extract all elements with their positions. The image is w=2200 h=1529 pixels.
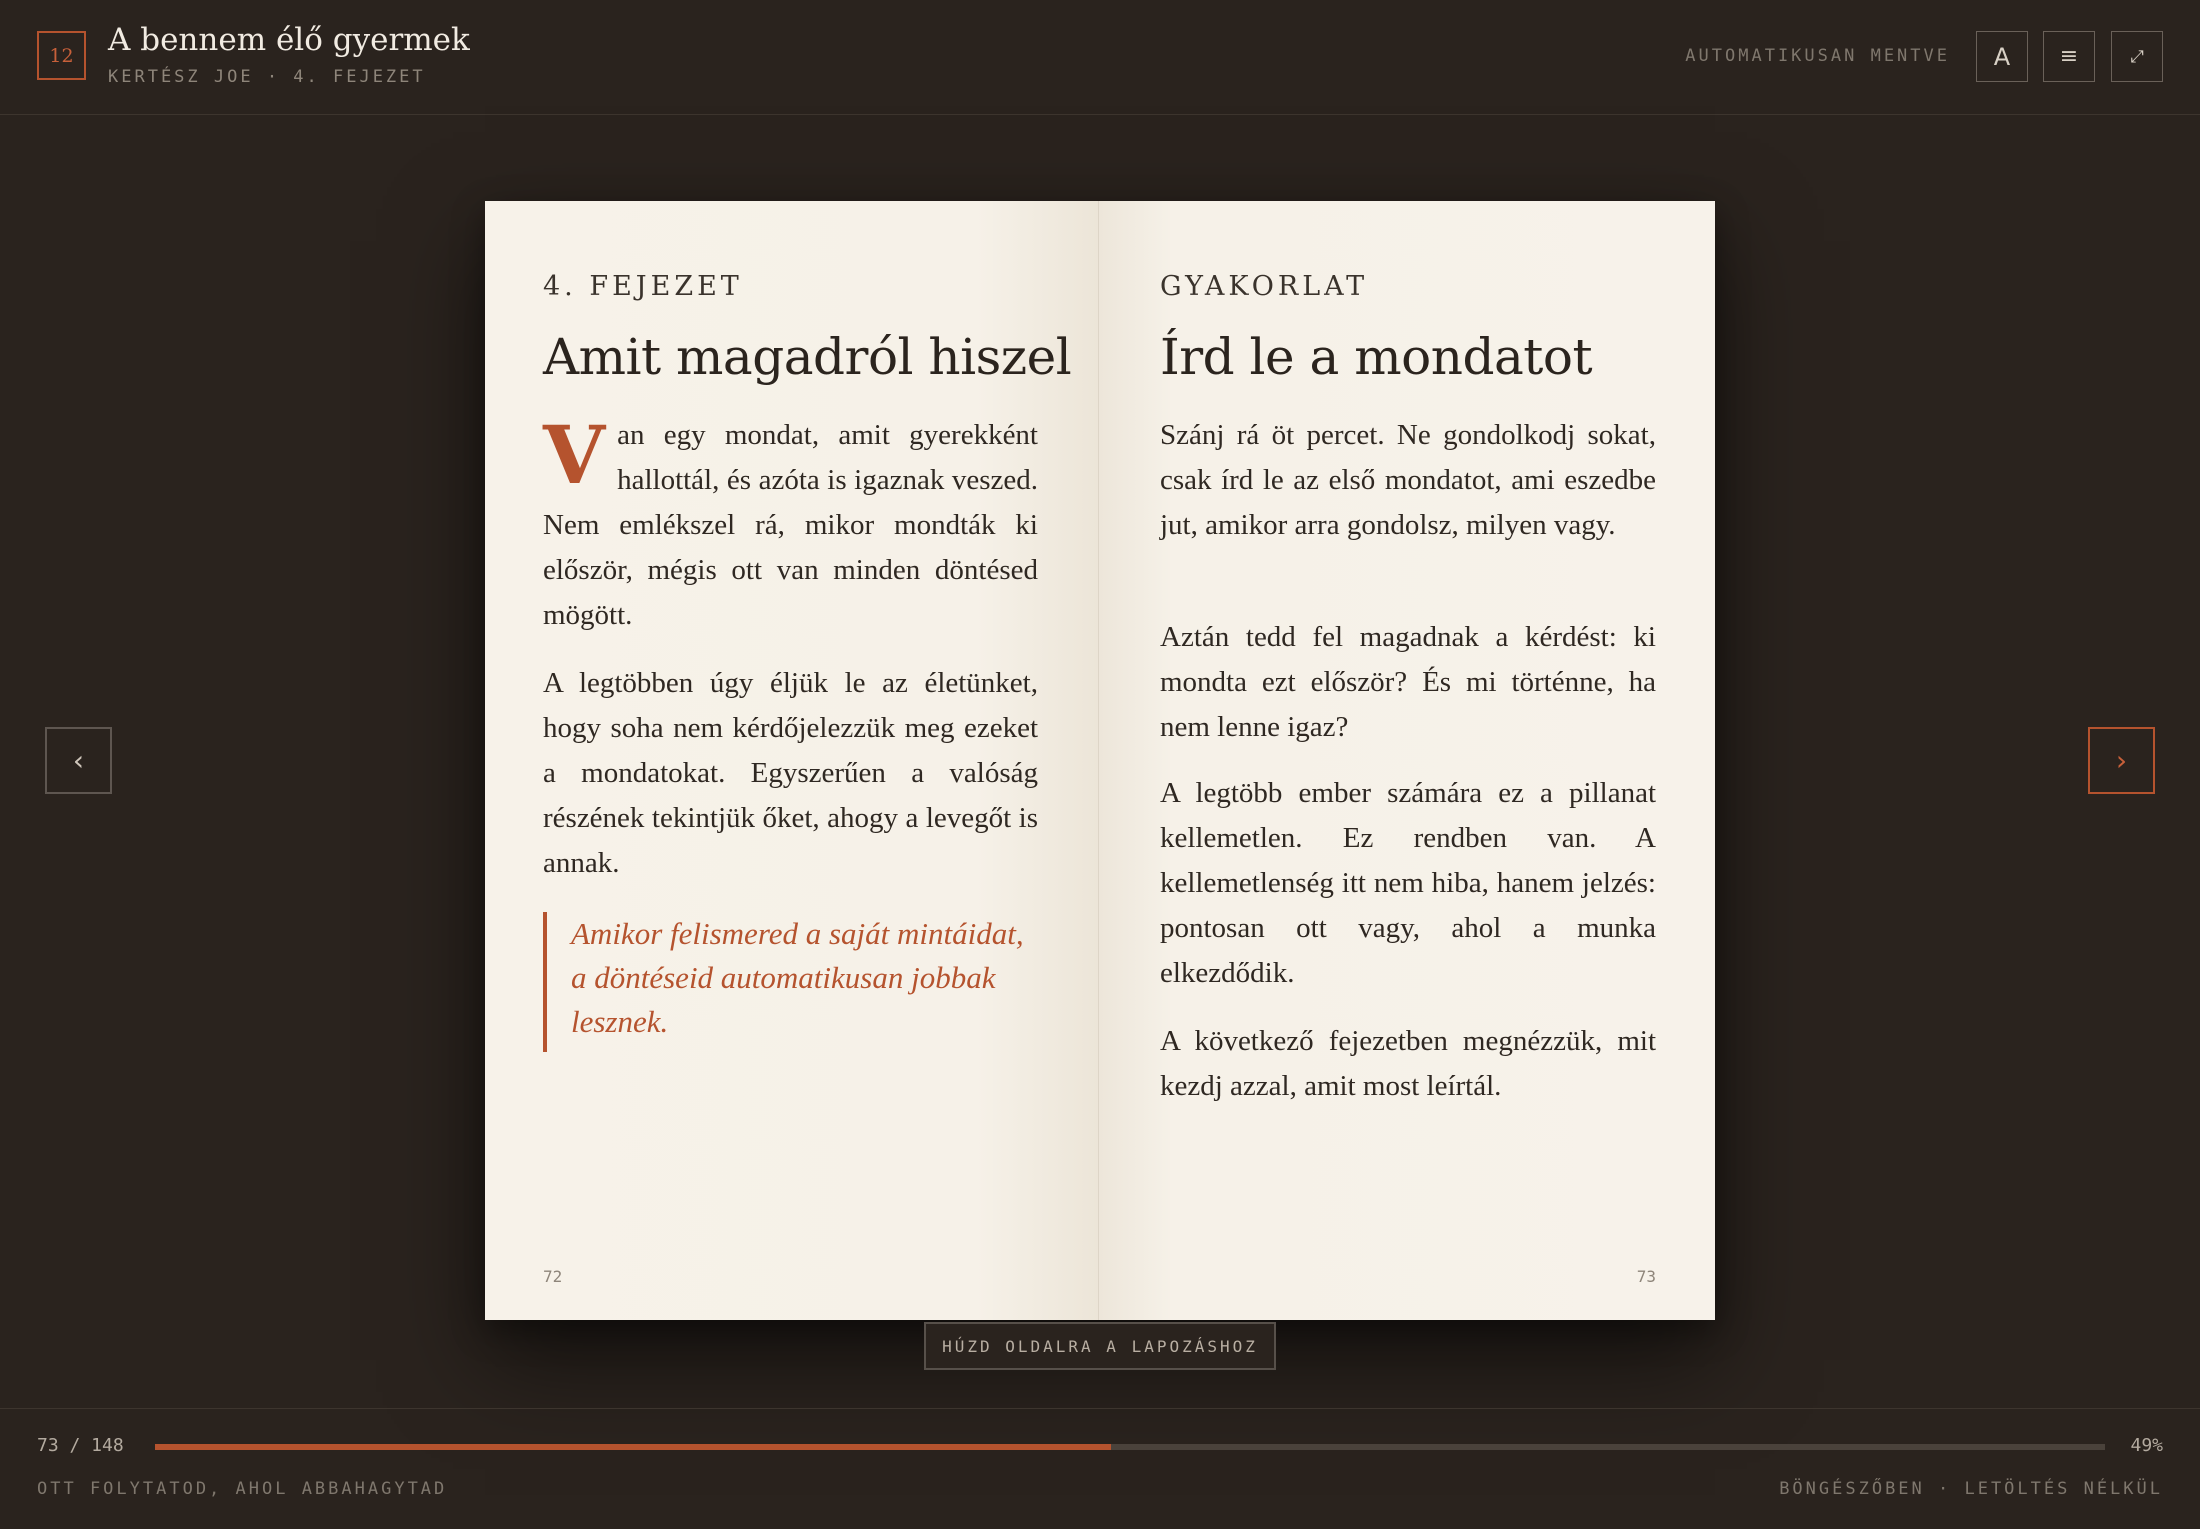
book-badge: 12 [37,31,86,80]
font-icon: A [1993,42,2011,71]
pull-quote [543,912,1043,1052]
autosave-status: AUTOMATIKUSAN MENTVE [1685,46,1950,66]
fullscreen-icon: ⤢ [2130,46,2144,67]
chapter-title: Amit magadról hiszel [543,328,1072,386]
font-settings-button[interactable] [1976,31,2028,82]
menu-icon: ≡ [2059,44,2079,69]
paragraph-1-text: an egy mondat, amit gyerekként hallottál, és azóta is igaznak veszed. Nem emlékszel rá, mikor mondták ki először, mégis ott van minden döntésed mögött. [543,419,1038,631]
chevron-left-icon: ‹ [72,744,85,777]
book-spread[interactable] [485,201,1715,1320]
chapter-label: 4. FEJEZET [543,271,743,302]
resume-note: OTT FOLYTATOD, AHOL ABBAHAGYTAD [37,1479,448,1499]
swipe-hint: HÚZD OLDALRA A LAPOZÁSHOZ [924,1322,1276,1370]
browser-note: BÖNGÉSZŐBEN · LETÖLTÉS NÉLKÜL [1779,1479,2163,1499]
progress-fill [155,1444,1111,1450]
paragraph-2: A legtöbben úgy éljük le az életünket, hogy soha nem kérdőjelezzük meg ezeket a mondatokat. Egyszerűen a valóság részének tekintjük őket, ahogy a levegőt is annak. [543,667,1038,879]
book-subtitle: KERTÉSZ JOE · 4. FEJEZET [108,67,426,87]
chevron-right-icon: › [2115,744,2128,777]
right-page [1099,201,1715,1320]
book-title: A bennem élő gyermek [108,22,470,58]
progress-bar[interactable] [155,1444,2105,1450]
menu-button[interactable] [2043,31,2095,82]
paragraph-1 [543,408,1038,638]
previous-page-button[interactable] [45,727,112,794]
reader-footer [0,1408,2200,1529]
section-title: Írd le a mondatot [1160,328,1593,386]
next-page-button[interactable] [2088,727,2155,794]
page-counter: 73 / 148 [37,1435,124,1456]
page-number-left: 72 [543,1267,563,1286]
exercise-paragraph-2: Aztán tedd fel magadnak a kérdést: ki mondta ezt először? És mi történne, ha nem lenne igaz? [1160,621,1656,743]
reader-header [0,0,2200,115]
page-number-right: 73 [1636,1267,1656,1286]
exercise-paragraph-3: A legtöbb ember számára ez a pillanat kellemetlen. Ez rendben van. A kellemetlenség itt nem hiba, hanem jelzés: pontosan ott vagy, ahol a munka elkezdődik. [1160,777,1656,989]
progress-percent: 49% [2130,1435,2163,1456]
exercise-paragraph-1: Szánj rá öt percet. Ne gondolkodj sokat, csak írd le az első mondatot, ami eszedbe jut, amikor arra gondolsz, milyen vagy. [1160,419,1656,541]
exercise-paragraph-4: A következő fejezetben megnézzük, mit kezdj azzal, amit most leírtál. [1160,1025,1656,1102]
left-page [485,201,1099,1320]
pull-quote-text: Amikor felismered a saját mintáidat, a döntéseid automatikusan jobbak lesznek. [571,916,1024,1039]
section-label: GYAKORLAT [1160,271,1369,302]
drop-cap: V [543,408,606,502]
fullscreen-button[interactable] [2111,31,2163,82]
